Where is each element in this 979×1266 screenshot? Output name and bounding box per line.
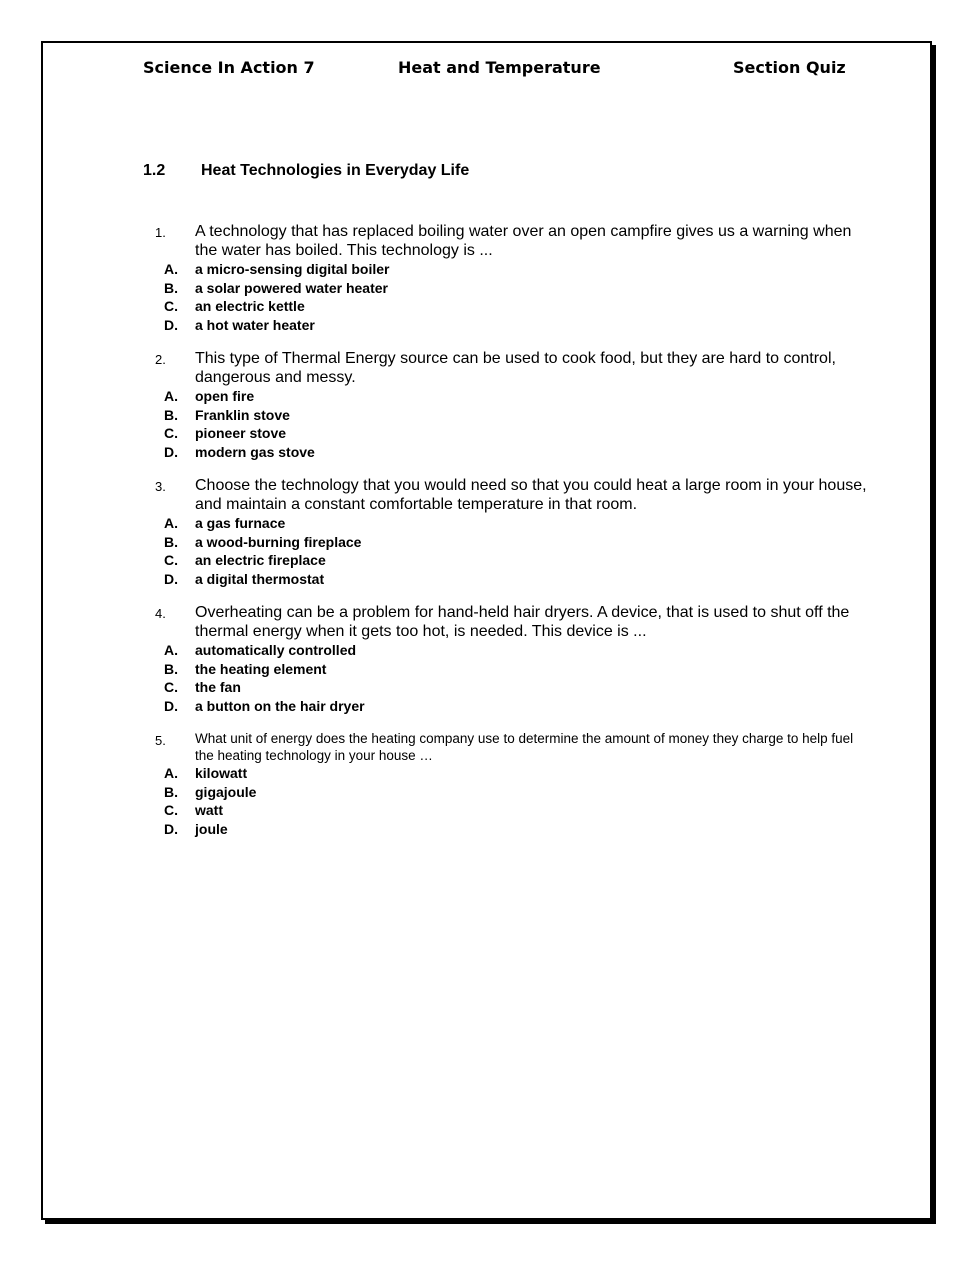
question-text: Overheating can be a problem for hand-held hair dryers. A device, that is used to shut off the thermal energy when it gets too hot, is needed. This device is ... bbox=[195, 604, 850, 640]
option-text: a button on the hair dryer bbox=[195, 697, 365, 714]
option-b bbox=[150, 660, 875, 679]
question-2 bbox=[150, 350, 875, 461]
question-list bbox=[150, 223, 875, 854]
option-text: gigajoule bbox=[195, 783, 257, 800]
option-text: Franklin stove bbox=[195, 406, 290, 423]
option-letter: D. bbox=[164, 443, 178, 460]
option-letter: B. bbox=[164, 406, 178, 423]
option-list bbox=[150, 641, 875, 715]
option-letter: C. bbox=[164, 552, 178, 568]
option-letter: A. bbox=[164, 642, 178, 658]
option-a bbox=[150, 764, 875, 783]
option-letter: A. bbox=[164, 388, 178, 404]
option-b bbox=[150, 279, 875, 298]
option-text: an electric fireplace bbox=[195, 552, 326, 568]
option-d bbox=[150, 570, 875, 589]
option-letter: C. bbox=[164, 425, 178, 441]
question-5 bbox=[150, 731, 875, 838]
question-text: This type of Thermal Energy source can be used to cook food, but they are hard to control, dangerous and messy. bbox=[195, 350, 836, 386]
option-letter: A. bbox=[164, 261, 178, 277]
option-text: pioneer stove bbox=[195, 425, 287, 441]
option-list bbox=[150, 387, 875, 461]
unit-title: Heat and Temperature bbox=[398, 58, 601, 77]
quiz-type: Section Quiz bbox=[733, 58, 846, 77]
option-d bbox=[150, 316, 875, 335]
question-4 bbox=[150, 604, 875, 715]
section-heading bbox=[143, 162, 469, 180]
option-list bbox=[150, 514, 875, 588]
option-list bbox=[150, 260, 875, 334]
section-number: 1.2 bbox=[143, 162, 166, 179]
section-title: Heat Technologies in Everyday Life bbox=[201, 162, 470, 179]
option-a bbox=[150, 260, 875, 279]
option-letter: D. bbox=[164, 316, 178, 333]
page-header bbox=[0, 58, 979, 80]
option-text: a hot water heater bbox=[195, 316, 315, 333]
option-b bbox=[150, 533, 875, 552]
option-letter: A. bbox=[164, 515, 178, 531]
option-letter: C. bbox=[164, 298, 178, 314]
option-text: joule bbox=[195, 820, 228, 837]
option-c bbox=[150, 678, 875, 697]
option-c bbox=[150, 801, 875, 820]
option-letter: D. bbox=[164, 570, 178, 587]
option-c bbox=[150, 551, 875, 570]
question-text: Choose the technology that you would need so that you could heat a large room in your house, and maintain a constant comfortable temperature in that room. bbox=[195, 477, 867, 513]
option-text: modern gas stove bbox=[195, 443, 315, 460]
option-b bbox=[150, 406, 875, 425]
question-1 bbox=[150, 223, 875, 334]
course-title: Science In Action 7 bbox=[143, 58, 315, 77]
option-text: open fire bbox=[195, 388, 255, 404]
option-text: a digital thermostat bbox=[195, 570, 325, 587]
question-text: What unit of energy does the heating company use to determine the amount of money they charge to help fuel the heating technology in your house … bbox=[195, 731, 854, 763]
question-number: 1. bbox=[155, 225, 166, 240]
option-c bbox=[150, 424, 875, 443]
option-text: kilowatt bbox=[195, 765, 248, 781]
option-c bbox=[150, 297, 875, 316]
option-letter: B. bbox=[164, 783, 178, 800]
question-3 bbox=[150, 477, 875, 588]
option-text: automatically controlled bbox=[195, 642, 357, 658]
option-letter: C. bbox=[164, 802, 178, 818]
option-letter: B. bbox=[164, 660, 178, 677]
option-letter: D. bbox=[164, 697, 178, 714]
question-number: 3. bbox=[155, 479, 166, 494]
option-letter: C. bbox=[164, 679, 178, 695]
option-letter: B. bbox=[164, 279, 178, 296]
option-d bbox=[150, 697, 875, 716]
option-text: the fan bbox=[195, 679, 241, 695]
option-text: a wood-burning fireplace bbox=[195, 533, 362, 550]
option-text: an electric kettle bbox=[195, 298, 305, 314]
option-list bbox=[150, 764, 875, 838]
option-letter: D. bbox=[164, 820, 178, 837]
option-d bbox=[150, 443, 875, 462]
option-letter: B. bbox=[164, 533, 178, 550]
question-number: 5. bbox=[155, 733, 166, 748]
option-text: the heating element bbox=[195, 660, 327, 677]
option-b bbox=[150, 783, 875, 802]
option-text: a solar powered water heater bbox=[195, 279, 388, 296]
option-text: a gas furnace bbox=[195, 515, 286, 531]
question-text: A technology that has replaced boiling water over an open campfire gives us a warning when the water has boiled. This technology is ... bbox=[195, 223, 852, 259]
option-d bbox=[150, 820, 875, 839]
option-a bbox=[150, 514, 875, 533]
option-a bbox=[150, 387, 875, 406]
question-number: 4. bbox=[155, 606, 166, 621]
question-number: 2. bbox=[155, 352, 166, 367]
option-text: watt bbox=[195, 802, 223, 818]
option-text: a micro-sensing digital boiler bbox=[195, 261, 390, 277]
option-a bbox=[150, 641, 875, 660]
option-letter: A. bbox=[164, 765, 178, 781]
